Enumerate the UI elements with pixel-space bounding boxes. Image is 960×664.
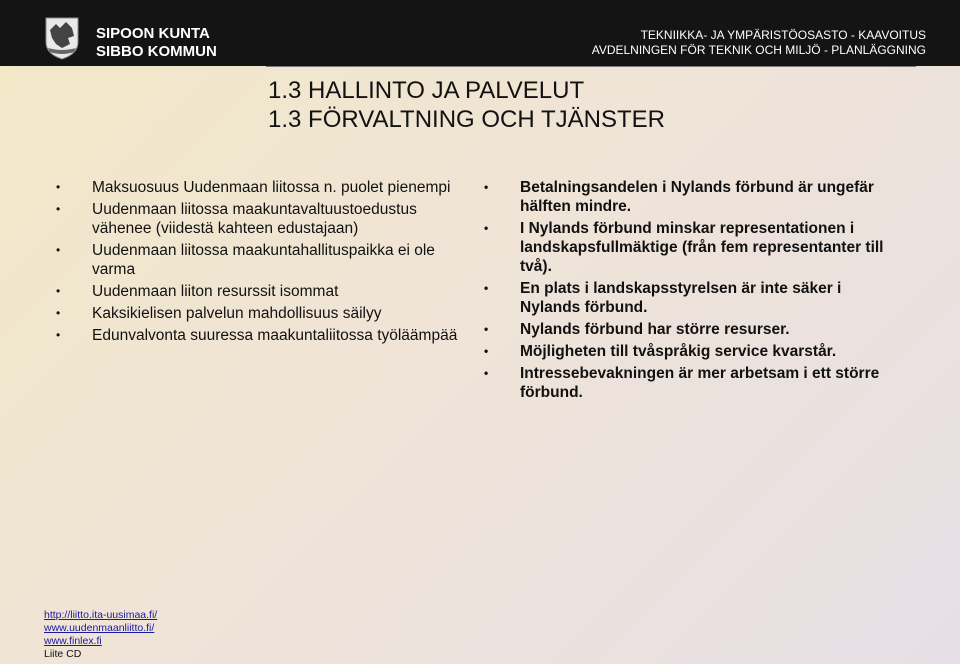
list-item: • I Nylands förbund minskar representationen i landskapsfullmäktige (från fem representanter till två).	[484, 220, 884, 275]
link-finlex[interactable]: www.finlex.fi	[44, 635, 102, 647]
title-finnish: 1.3 HALLINTO JA PALVELUT	[268, 77, 585, 104]
org-name-finnish: SIPOON KUNTA	[96, 25, 210, 42]
link-uudenmaanliitto[interactable]: www.uudenmaanliitto.fi/	[44, 622, 155, 634]
link-liitto-ita-uusimaa[interactable]: http://liitto.ita-uusimaa.fi/	[44, 609, 158, 621]
list-item: • En plats i landskapsstyrelsen är inte säker i Nylands förbund.	[484, 280, 842, 316]
dept-name-finnish: TEKNIIKKA- JA YMPÄRISTÖOSASTO - KAAVOITUS	[640, 28, 926, 42]
page-title	[268, 76, 665, 134]
footer-links	[44, 609, 157, 661]
bullet-icon: •	[484, 344, 489, 358]
department-name	[592, 28, 926, 58]
bullet-icon: •	[484, 322, 489, 336]
bullet-icon: •	[56, 306, 61, 320]
list-item: • Intressebevakningen är mer arbetsam i ett större förbund.	[484, 365, 880, 401]
bullet-icon: •	[484, 221, 489, 235]
list-item: • Edunvalvonta suuressa maakuntaliitossa työläämpää	[56, 327, 458, 344]
list-item: • Nylands förbund har större resurser.	[484, 321, 790, 338]
municipal-crest-icon	[44, 16, 80, 60]
attachment-label: Liite CD	[44, 648, 82, 660]
list-item: • Betalningsandelen i Nylands förbund är ungefär hälften mindre.	[484, 179, 874, 215]
list-item: • Maksuosuus Uudenmaan liitossa n. puolet pienempi	[56, 179, 451, 196]
list-item: • Möjligheten till tvåspråkig service kvarstår.	[484, 343, 837, 360]
bullet-icon: •	[56, 328, 61, 342]
dept-name-swedish: AVDELNINGEN FÖR TEKNIK OCH MILJÖ - PLANLÄGGNING	[591, 43, 926, 57]
bullet-icon: •	[484, 180, 489, 194]
list-item: • Uudenmaan liiton resurssit isommat	[56, 283, 339, 300]
list-item: • Uudenmaan liitossa maakuntahallituspaikka ei ole varma	[56, 242, 435, 278]
header-divider	[266, 66, 916, 67]
bullet-icon: •	[484, 366, 489, 380]
list-item: • Uudenmaan liitossa maakuntavaltuustoedustus vähenee (viidestä kahteen edustajaan)	[56, 201, 417, 237]
bullet-icon: •	[484, 281, 489, 295]
swedish-bullet-list	[484, 178, 894, 405]
title-swedish: 1.3 FÖRVALTNING OCH TJÄNSTER	[268, 106, 665, 133]
finnish-bullet-list	[56, 178, 472, 348]
org-name-swedish: SIBBO KOMMUN	[96, 43, 217, 60]
organization-name	[96, 25, 217, 61]
bullet-icon: •	[56, 180, 61, 194]
bullet-icon: •	[56, 202, 61, 216]
bullet-icon: •	[56, 243, 61, 257]
list-item: • Kaksikielisen palvelun mahdollisuus säilyy	[56, 305, 382, 322]
bullet-icon: •	[56, 284, 61, 298]
